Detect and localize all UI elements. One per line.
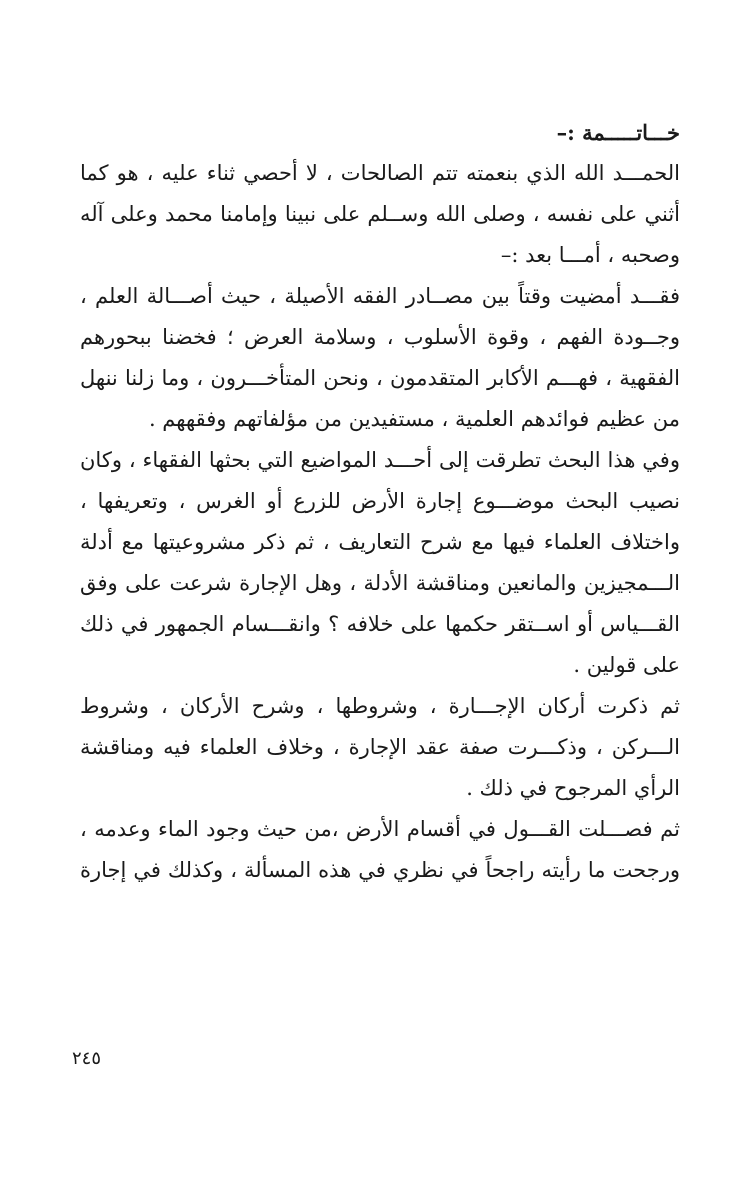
text-line: من عظيم فوائدهم العلمية ، مستفيدين من مؤلفاتهم وفقههم . — [148, 407, 680, 431]
text-line: القـــياس أو اســتقر حكمها على خلافه ؟ وانقـــسام الجمهور في ذلك — [80, 612, 680, 636]
text-line: نصيب البحث موضـــوع إجارة الأرض للزرع أو الغرس ، وتعريفها ، — [80, 489, 680, 513]
text-line: وجــودة الفهم ، وقوة الأسلوب ، وسلامة العرض ؛ فخضنا ببحورهم — [80, 325, 680, 349]
text-line: وصحبه ، أمـــا بعد :– — [500, 243, 680, 267]
text-line: الـــمجيزين والمانعين ومناقشة الأدلة ، وهل الإجارة شرعت على وفق — [80, 571, 680, 595]
text-line: الفقهية ، فهـــم الأكابر المتقدمون ، ونحن المتأخـــرون ، وما زلنا ننهل — [80, 366, 681, 390]
text-line: فقـــد أمضيت وقتاً بين مصــادر الفقه الأصيلة ، حيث أصـــالة العلم ، — [80, 284, 680, 308]
text-line: ثم ذكرت أركان الإجـــارة ، وشروطها ، وشرح الأركان ، وشروط — [80, 694, 680, 718]
text-line: أثني على نفسه ، وصلى الله وســلم على نبينا وإمامنا محمد وعلى آله — [80, 202, 680, 226]
text-line: ثم فصـــلت القـــول في أقسام الأرض ،من حيث وجود الماء وعدمه ، — [80, 817, 680, 841]
text-line: الرأي المرجوح في ذلك . — [466, 776, 680, 800]
text-line: واختلاف العلماء فيها مع شرح التعاريف ، ثم ذكر مشروعيتها مع أدلة — [80, 530, 680, 554]
text-line: الحمـــد الله الذي بنعمته تتم الصالحات ، لا أحصي ثناء عليه ، هو كما — [80, 161, 680, 185]
section-heading: خـــاتـــــمة :– — [556, 120, 680, 145]
page-number: ٢٤٥ — [72, 1048, 102, 1069]
text-line: وفي هذا البحث تطرقت إلى أحـــد المواضيع التي بحثها الفقهاء ، وكان — [80, 448, 680, 472]
text-line: ورجحت ما رأيته راجحاً في نظري في هذه المسألة ، وكذلك في إجارة — [80, 858, 680, 882]
page-body — [80, 112, 680, 891]
text-line: الـــركن ، وذكـــرت صفة عقد الإجارة ، وخلاف العلماء فيه ومناقشة — [80, 735, 680, 759]
text-line: على قولين . — [573, 653, 680, 677]
